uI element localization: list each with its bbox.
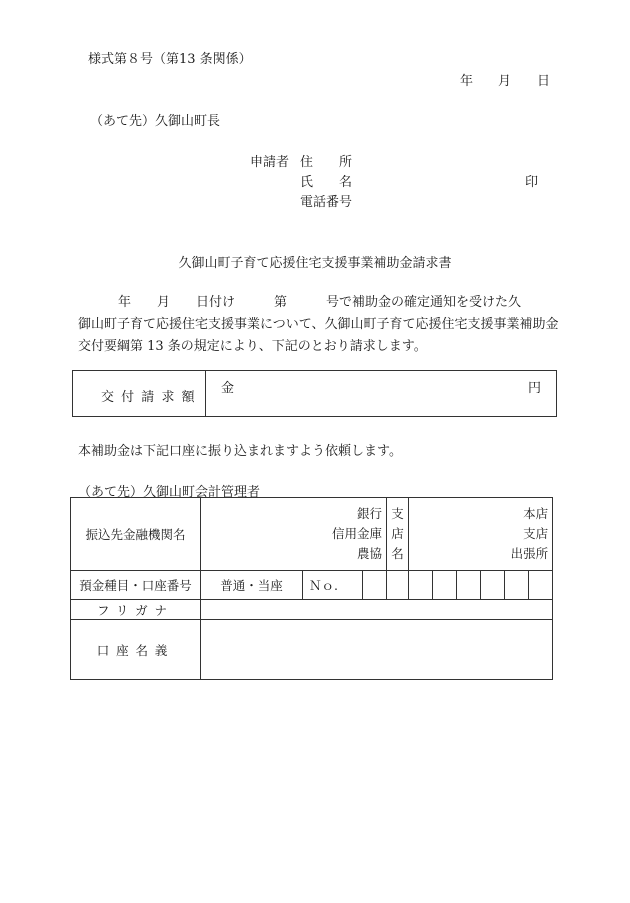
institution-label: 振込先金融機関名 [71, 498, 201, 571]
amount-suffix: 円 [528, 381, 542, 396]
amount-prefix: 金 [221, 381, 235, 396]
date-year: 年 [460, 74, 474, 89]
account-digit-box[interactable] [529, 571, 553, 600]
branch-type-list [409, 498, 553, 571]
branch-type-head: 本店 [523, 506, 549, 521]
applicant-name-label: 氏 名 [300, 175, 353, 190]
account-digit-box[interactable] [433, 571, 457, 600]
bank-type-bank: 銀行 [357, 506, 383, 521]
bank-type-agri-coop: 農協 [357, 546, 383, 561]
body-line-2: 御山町子育て応援住宅支援事業について、久御山町子育て応援住宅支援事業補助金 [78, 317, 559, 332]
branch-type-sub: 出張所 [510, 546, 549, 561]
furigana-label: フリガナ [71, 600, 201, 620]
document-title: 久御山町子育て応援住宅支援事業補助金請求書 [178, 256, 452, 271]
account-digit-box[interactable] [481, 571, 505, 600]
treasurer-addressee: （あて先）久御山町会計管理者 [78, 485, 261, 500]
addressee: （あて先）久御山町長 [90, 114, 221, 129]
applicant-phone-label: 電話番号 [300, 195, 353, 210]
holder-label: 口座名義 [71, 620, 201, 680]
date-day: 日 [537, 74, 551, 89]
amount-box [72, 370, 557, 417]
amount-label: 交付請求額 [101, 390, 202, 405]
bank-type-credit-union: 信用金庫 [332, 526, 383, 541]
seal-mark: 印 [525, 175, 539, 190]
number-label: Ｎｏ. [303, 571, 363, 600]
branch-label-char-2: 店 [391, 526, 404, 541]
bank-type-list [201, 498, 387, 571]
holder-field[interactable] [201, 620, 553, 680]
body-line-3: 交付要綱第 13 条の規定により、下記のとおり請求します。 [78, 339, 427, 354]
account-digit-box[interactable] [409, 571, 433, 600]
branch-label-char-3: 名 [391, 546, 404, 561]
applicant-address-label: 住 所 [300, 155, 353, 170]
transfer-request: 本補助金は下記口座に振り込まれますよう依頼します。 [78, 444, 402, 459]
bank-table [70, 497, 553, 680]
account-types: 普通・当座 [201, 571, 303, 600]
account-digit-box[interactable] [387, 571, 409, 600]
account-digit-box[interactable] [363, 571, 387, 600]
body-line-1: 年 月 日付け 第 号で補助金の確定通知を受けた久 [118, 295, 522, 310]
date-month: 月 [498, 74, 512, 89]
branch-label [387, 498, 409, 571]
account-label: 預金種目・口座番号 [71, 571, 201, 600]
account-digit-box[interactable] [505, 571, 529, 600]
form-id: 様式第８号（第13 条関係） [88, 52, 252, 67]
branch-label-char-1: 支 [391, 506, 404, 521]
branch-type-branch: 支店 [523, 526, 549, 541]
account-digit-box[interactable] [457, 571, 481, 600]
applicant-label: 申請者 [250, 155, 290, 170]
furigana-field[interactable] [201, 600, 553, 620]
